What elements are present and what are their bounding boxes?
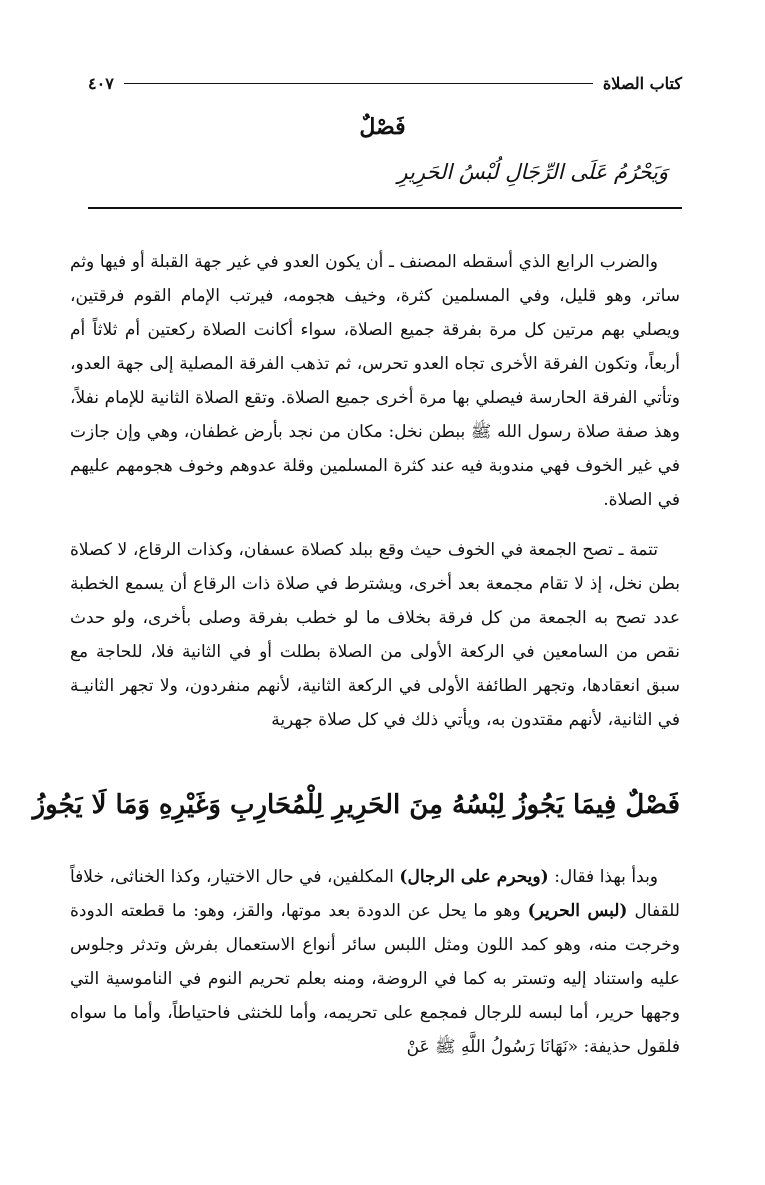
section-heading: فَصْلٌ فِيمَا يَجُوزُ لِبْسُهُ مِنَ الحَرِيرِ لِلْمُحَارِبِ وَغَيْرِهِ وَمَا لَا يَجُوزُ [32,790,680,820]
page-number: ٤٠٧ [88,73,114,93]
paragraph-3-intro: وبدأ بهذا فقال: [554,867,659,887]
matn-divider [88,207,682,209]
paragraph-1: والضرب الرابع الذي أسقطه المصنف ـ أن يكون العدو في غير جهة القبلة أو فيها وثم ساتر، وهو قليل، وفي المسلمين كثرة، وخيف هجومه، فيرتب الإمام القوم فرقتين، ويصلي بهم مرتين كل مرة بفرقة جميع الصلاة، سواء أكانت الصلاة ركعتين أم ثلاثاً أم أربعاً، وتكون الفرقة الأخرى تجاه العدو تحرس، ثم تذهب الفرقة المصلية إلى جهة العدو، وتأتي الفرقة الحارسة فيصلي بها مرة أخرى جميع الصلاة. وتقع الصلاة الثانية للإمام نفلاً، وهذ صفة صلاة رسول الله ﷺ ببطن نخل: مكان من نجد بأرض غطفان، وهي وإن جازت في غير الخوف فهي مندوبة فيه عند كثرة المسلمين وقلة عدوهم وخوف هجومهم عليهم في الصلاة. [70,252,680,510]
book-title: كتاب الصلاة [602,73,682,93]
paragraph-3-mid: المكلفين، في حال الاختيار، وكذا الخناثى، خلافاً للقفال [70,867,680,921]
matn-text: وَيَحْرُمُ عَلَى الرِّجَالِ لُبْسُ الحَرِيرِ [397,160,668,184]
paragraph-2: تتمة ـ تصح الجمعة في الخوف حيث وقع ببلد كصلاة عسفان، وكذات الرقاع، لا كصلاة بطن نخل، إذ لا تقام مجمعة بعد أخرى، ويشترط في صلاة ذات الرقاع أن يسمع الخطبة عدد تصح به الجمعة من كل فرقة بخلاف ما لو خطب بفرقة وصلى بأخرى، ولو حدث نقص من السامعين في الركعة الأولى من الصلاة بطلت أو في الثانية فلا، للحاجة مع سبق انعقادها، وتجهر الطائفة الأولى في الركعة الثانية، لأنهم منفردون، ولا تجهر الثانيـة في الثانية، لأنهم مقتدون به، ويأتي ذلك في كل صلاة جهرية [70,540,680,730]
paragraph-3-rest: وهو ما يحل عن الدودة بعد موتها، والقز، وهو: ما قطعته الدودة وخرجت منه، وهو كمد اللون ومثل اللبس سائر أنواع الاستعمال بفرش وتدثر وجلوس عليه واستناد إليه وتستر به كما في الروضة، ومنه بعلم تحريم النوم في الناموسية التي وجهها حرير، أما لبسه للرجال فمجمع على تحريمه، وأما للخنثى فاحتياطاً، وأما ما سواه فلقول حذيفة: «نَهَانَا رَسُولُ اللَّهِ ﷺ عَنْ [70,901,680,1057]
matn-heading: فَصْلٌ [359,114,406,140]
paragraph-3 [70,860,680,1064]
header-rule [124,83,593,84]
matn-quote-1: (ويحرم على الرجال) [399,867,549,887]
running-header [88,70,682,96]
matn-quote-2: (لبس الحرير) [527,901,628,921]
